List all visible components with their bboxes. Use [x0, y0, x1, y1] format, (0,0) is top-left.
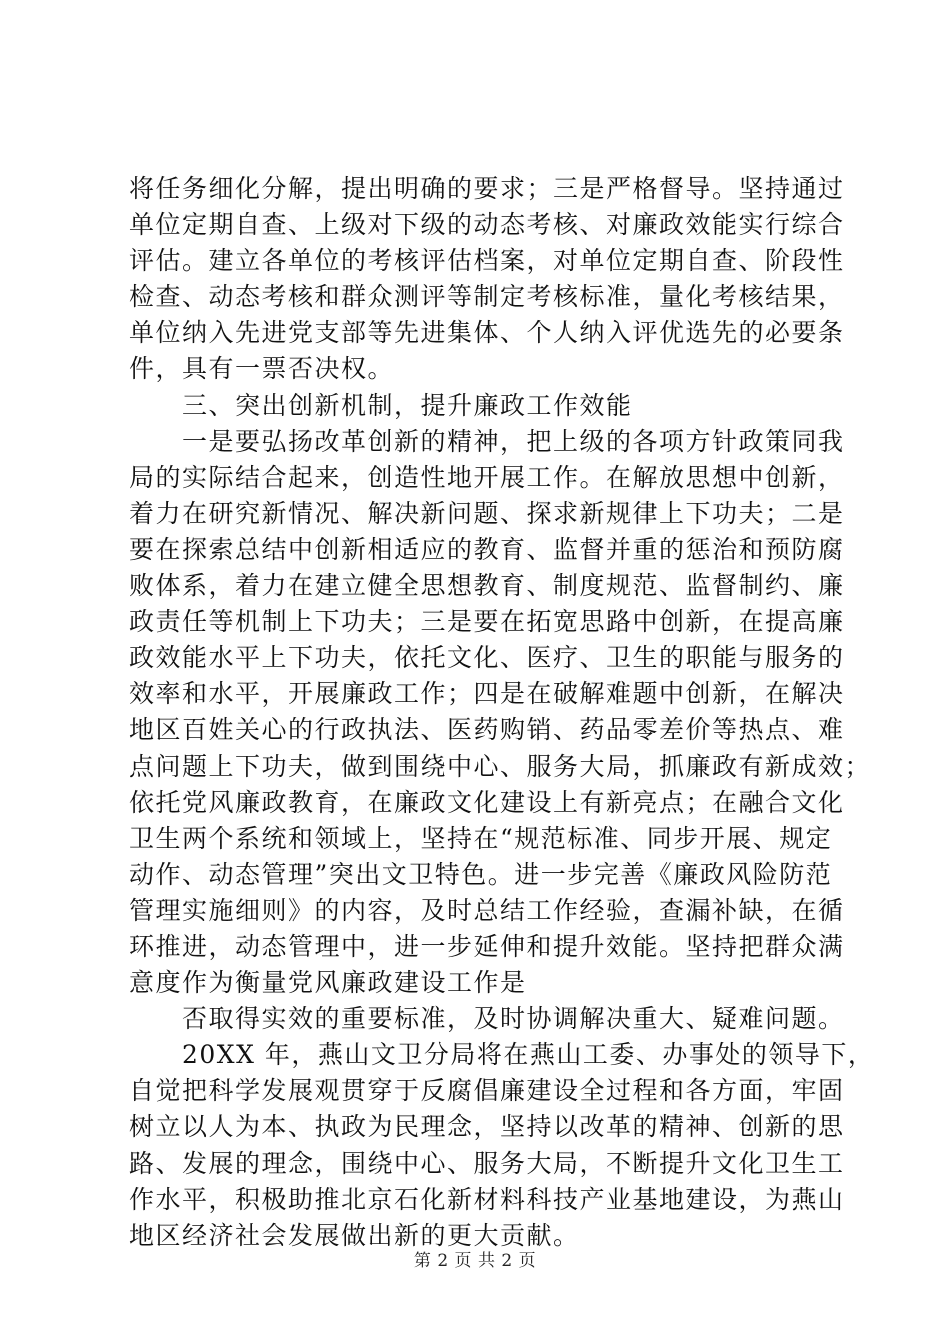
text-line: 要在探索总结中创新相适应的教育、监督并重的惩治和预防腐	[129, 534, 845, 564]
text-line: 效率和水平，开展廉政工作；四是在破解难题中创新，在解决	[129, 679, 845, 709]
text-line: 检查、动态考核和群众测评等制定考核标准，量化考核结果，	[129, 282, 845, 312]
text-line: 一是要弘扬改革创新的精神，把上级的各项方针政策同我	[129, 426, 845, 456]
text-line: 着力在研究新情况、解决新问题、探求新规律上下功夫；二是	[129, 498, 845, 528]
text-line: 单位定期自查、上级对下级的动态考核、对廉政效能实行综合	[129, 210, 845, 240]
text-line: 环推进，动态管理中，进一步延伸和提升效能。坚持把群众满	[129, 931, 845, 961]
text-line: 管理实施细则》的内容，及时总结工作经验，查漏补缺，在循	[129, 895, 845, 925]
text-line: 意度作为衡量党风廉政建设工作是	[129, 968, 527, 998]
text-line: 作水平，积极助推北京石化新材料科技产业基地建设，为燕山	[129, 1184, 845, 1214]
text-line: 依托党风廉政教育，在廉政文化建设上有新亮点；在融合文化	[129, 787, 845, 817]
text-line: 地区经济社会发展做出新的更大贡献。	[129, 1220, 580, 1250]
text-line: 卫生两个系统和领域上，坚持在“规范标准、同步开展、规定	[129, 823, 833, 853]
document-body	[129, 171, 875, 1254]
page-number-footer: 第 2 页 共 2 页	[413, 1251, 537, 1271]
text-line: 否取得实效的重要标准，及时协调解决重大、疑难问题。	[129, 1004, 845, 1034]
text-line: 将任务细化分解，提出明确的要求；三是严格督导。坚持通过	[129, 174, 845, 203]
text-line: 树立以人为本、执政为民理念，坚持以改革的精神、创新的思	[129, 1112, 845, 1142]
text-line: 败体系，着力在建立健全思想教育、制度规范、监督制约、廉	[129, 571, 845, 601]
section-heading: 三、突出创新机制，提升廉政工作效能	[129, 390, 633, 420]
text-line: 路、发展的理念，围绕中心、服务大局，不断提升文化卫生工	[129, 1148, 845, 1178]
text-line: 20XX 年，燕山文卫分局将在燕山工委、办事处的领导下，	[129, 1040, 875, 1070]
text-line: 件，具有一票否决权。	[129, 354, 395, 384]
text-line: 政效能水平上下功夫，依托文化、医疗、卫生的职能与服务的	[129, 643, 845, 673]
text-line: 点问题上下功夫，做到围绕中心、服务大局，抓廉政有新成效；	[129, 751, 872, 781]
text-line: 局的实际结合起来，创造性地开展工作。在解放思想中创新，	[129, 462, 845, 492]
text-line: 动作、动态管理”突出文卫特色。进一步完善《廉政风险防范	[129, 859, 833, 889]
text-line: 评估。建立各单位的考核评估档案，对单位定期自查、阶段性	[129, 246, 845, 276]
text-line: 地区百姓关心的行政执法、医药购销、药品零差价等热点、难	[129, 715, 845, 745]
text-line: 单位纳入先进党支部等先进集体、个人纳入评优选先的必要条	[129, 318, 845, 348]
text-line: 政责任等机制上下功夫；三是要在拓宽思路中创新，在提高廉	[129, 607, 845, 637]
text-line: 自觉把科学发展观贯穿于反腐倡廉建设全过程和各方面，牢固	[129, 1076, 845, 1106]
